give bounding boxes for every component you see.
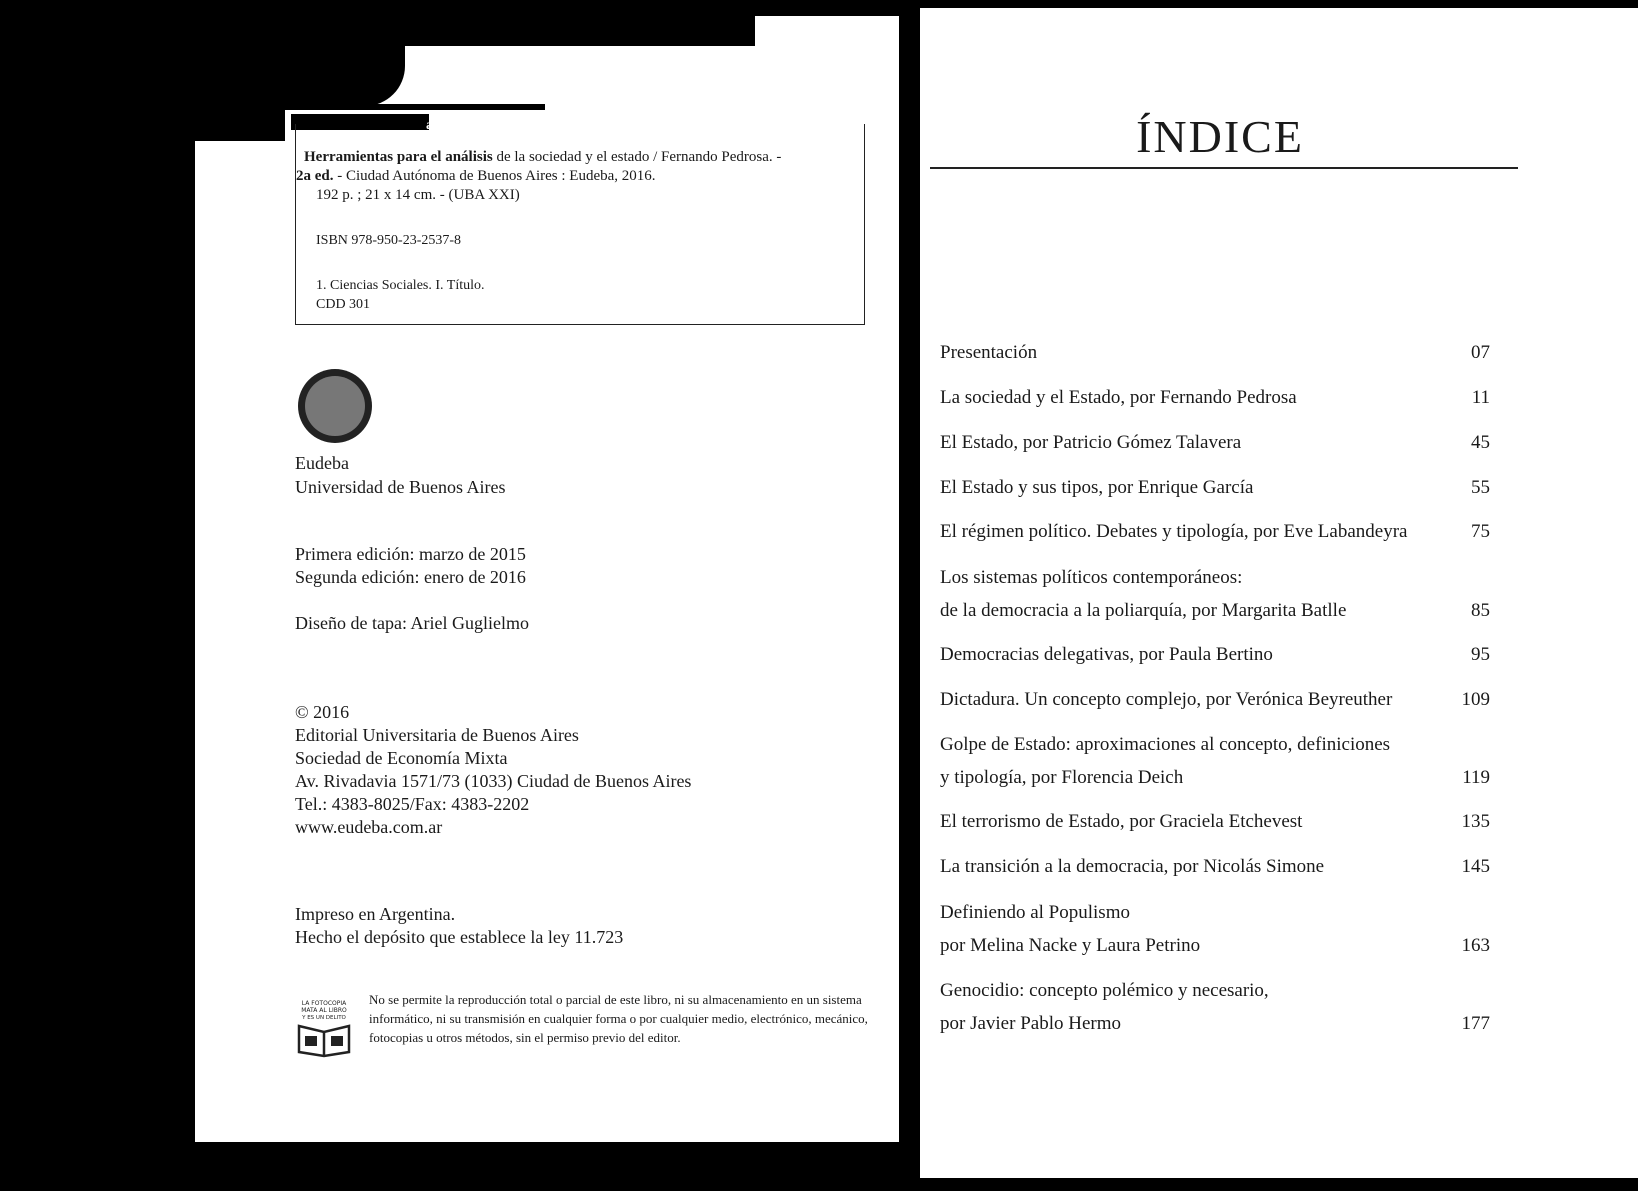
copyright-notice: No se permite la reproducción total o parcial de este libro, ni su almacenamiento en un sistema informático, ni su transmisión en cualquier forma o por cualquier medio, electrónico, mecánico, fotocopias u otros métodos, sin el permiso previo del editor. — [369, 992, 868, 1045]
toc-entry — [940, 561, 1500, 627]
toc-entry-title: Genocidio: concepto polémico y necesario, — [940, 980, 1269, 1001]
scan-smudge — [195, 16, 755, 46]
cip-isbn: ISBN 978-950-23-2537-8 — [316, 233, 462, 248]
toc-entry-title: Los sistemas políticos contemporáneos: — [940, 567, 1243, 588]
cip-subjects: 1. Ciencias Sociales. I. Título. — [316, 278, 485, 293]
toc-entry-title: El Estado y sus tipos, por Enrique García — [940, 477, 1254, 498]
toc-entry-title: y tipología, por Florencia Deich — [940, 767, 1184, 788]
toc-entry-title: Dictadura. Un concepto complejo, por Verónica Beyreuther — [940, 689, 1393, 710]
cip-title-line: Herramientas para el análisis de la sociedad y el estado / Fernando Pedrosa. - — [304, 149, 782, 165]
toc-entry — [940, 426, 1500, 459]
publisher-name: Eudeba — [295, 453, 349, 473]
left-page — [195, 16, 899, 1166]
toc-entry-title: Democracias delegativas, por Paula Bertino — [940, 644, 1273, 665]
toc-page-number: 85 — [1471, 600, 1490, 621]
toc-page-number: 109 — [1461, 689, 1490, 710]
toc-page-number: 45 — [1471, 432, 1490, 453]
copyright-web: www.eudeba.com.ar — [295, 817, 443, 837]
svg-text:Y ES UN DELITO: Y ES UN DELITO — [302, 1015, 346, 1021]
toc-entry — [940, 974, 1500, 1040]
toc-page-number: 07 — [1471, 342, 1490, 363]
first-edition: Primera edición: marzo de 2015 — [295, 544, 526, 564]
toc-entry-title: La transición a la democracia, por Nicolás Simone — [940, 856, 1325, 877]
toc-entry — [940, 381, 1500, 414]
toc-page-number: 75 — [1471, 521, 1490, 542]
toc-entry-title: por Javier Pablo Hermo — [940, 1013, 1121, 1034]
toc-entry-title: Golpe de Estado: aproximaciones al concepto, definiciones — [940, 734, 1391, 755]
toc-page-number: 135 — [1461, 811, 1490, 832]
toc-entry-title: por Melina Nacke y Laura Petrino — [940, 935, 1201, 956]
toc-entry — [940, 683, 1500, 716]
cip-edition-line: 2a ed. - Ciudad Autónoma de Buenos Aires : Eudeba, 2016. — [296, 168, 656, 184]
toc-page-number: 177 — [1461, 1013, 1490, 1034]
toc-page-number: 95 — [1471, 644, 1490, 665]
right-page — [920, 8, 1638, 1178]
toc-page-number: 163 — [1461, 935, 1490, 956]
printed-in: Impreso en Argentina. — [295, 904, 456, 924]
cover-design: Diseño de tapa: Ariel Guglielmo — [295, 613, 529, 633]
scan-smudge — [195, 46, 285, 141]
toc-entry — [940, 638, 1500, 671]
scan-smudge — [285, 104, 545, 110]
toc-entry-title: El Estado, por Patricio Gómez Talavera — [940, 432, 1242, 453]
scan-smudge — [195, 1142, 899, 1166]
publisher-university: Universidad de Buenos Aires — [295, 477, 506, 497]
scan-smudge — [285, 46, 405, 106]
toc-entry — [940, 728, 1500, 794]
toc-entry-title: El terrorismo de Estado, por Graciela Etchevest — [940, 811, 1303, 832]
toc-page-number: 11 — [1471, 387, 1490, 408]
copyright-phone: Tel.: 4383-8025/Fax: 4383-2202 — [295, 794, 530, 814]
toc-entry — [940, 805, 1500, 838]
toc-entry-title: Presentación — [940, 342, 1038, 363]
toc-entry — [940, 896, 1500, 962]
legal-deposit: Hecho el depósito que establece la ley 11.723 — [295, 927, 624, 947]
toc-entry — [940, 515, 1500, 548]
toc-entry-title: Definiendo al Populismo — [940, 902, 1130, 923]
university-seal-icon — [298, 369, 372, 443]
toc-entry — [940, 471, 1500, 504]
svg-text:LA FOTOCOPIA: LA FOTOCOPIA — [301, 1000, 347, 1007]
copyright-org: Editorial Universitaria de Buenos Aires — [295, 725, 579, 745]
title-rule — [930, 167, 1518, 169]
toc-page-number: 55 — [1471, 477, 1490, 498]
cip-cdd: CDD 301 — [316, 297, 371, 312]
second-edition: Segunda edición: enero de 2016 — [295, 567, 526, 587]
photocopy-warning-icon — [293, 996, 355, 1058]
toc-entry-title: La sociedad y el Estado, por Fernando Pedrosa — [940, 387, 1297, 408]
cip-physical-line: 192 p. ; 21 x 14 cm. - (UBA XXI) — [316, 187, 520, 203]
toc-entry-title: de la democracia a la poliarquía, por Margarita Batlle — [940, 600, 1347, 621]
svg-text:MATA AL LIBRO: MATA AL LIBRO — [301, 1007, 347, 1014]
toc-entry — [940, 336, 1500, 369]
cip-author-fragment: ando — [426, 118, 456, 133]
toc-entry — [940, 850, 1500, 883]
toc-page-number: 119 — [1462, 767, 1490, 788]
toc-page-number: 145 — [1461, 856, 1490, 877]
toc-entry-title: El régimen político. Debates y tipología, por Eve Labandeyra — [940, 521, 1408, 542]
copyright-year: © 2016 — [295, 702, 350, 722]
index-title: ÍNDICE — [1136, 111, 1304, 162]
copyright-company: Sociedad de Economía Mixta — [295, 748, 508, 768]
copyright-address: Av. Rivadavia 1571/73 (1033) Ciudad de Buenos Aires — [295, 771, 692, 791]
catalog-record-box — [295, 118, 865, 325]
